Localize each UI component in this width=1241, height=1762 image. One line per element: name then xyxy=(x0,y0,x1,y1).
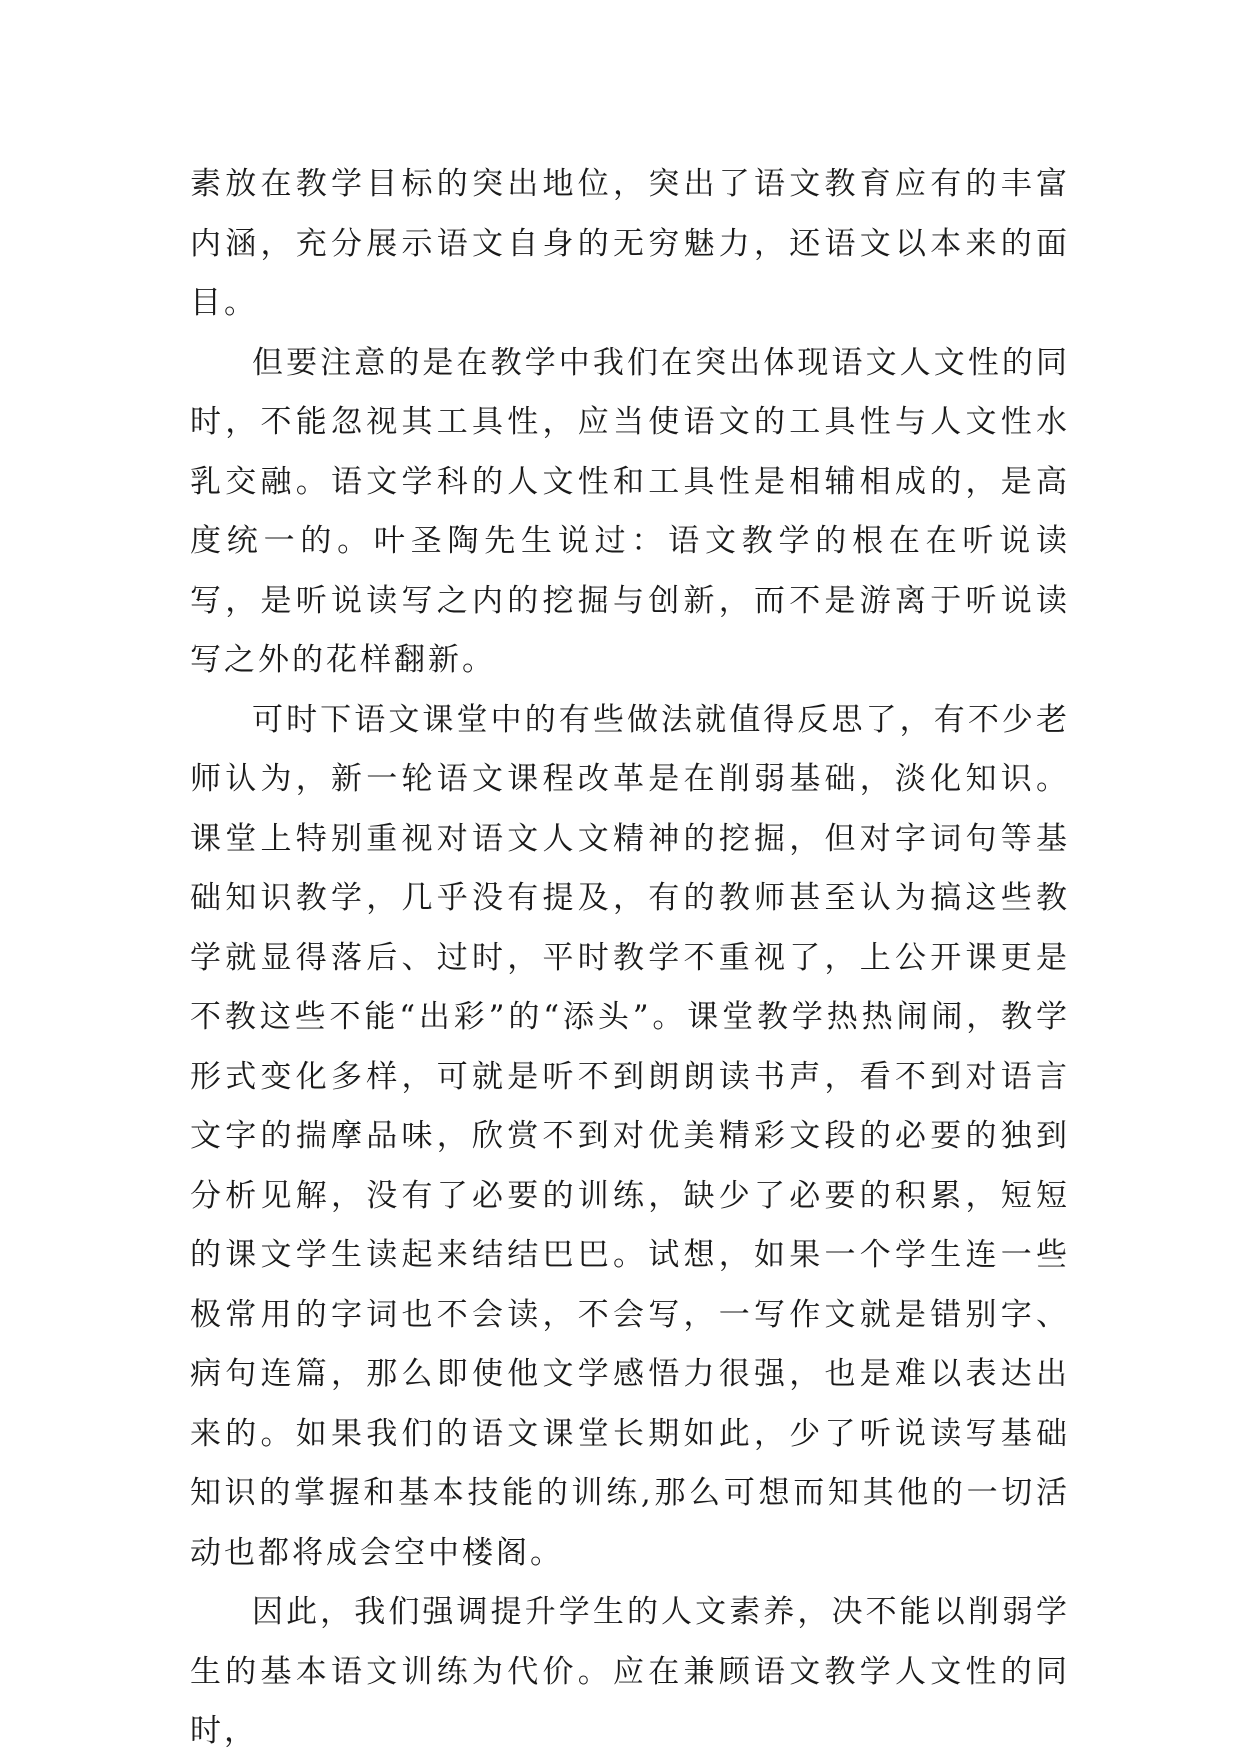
paragraph-2: 但要注意的是在教学中我们在突出体现语文人文性的同时，不能忽视其工具性，应当使语文的工具性与人文性水乳交融。语文学科的人文性和工具性是相辅相成的，是高度统一的。叶圣陶先生说过：语文教学的根在在听说读写，是听说读写之内的挖掘与创新，而不是游离于听说读写之外的花样翻新。 xyxy=(190,344,1070,678)
paragraph-3: 可时下语文课堂中的有些做法就值得反思了，有不少老师认为，新一轮语文课程改革是在削弱基础，淡化知识。课堂上特别重视对语文人文精神的挖掘，但对字词句等基础知识教学，几乎没有提及，有的教师甚至认为搞这些教学就显得落后、过时，平时教学不重视了，上公开课更是不教这些不能“出彩”的“添头”。课堂教学热热闹闹，教学形式变化多样，可就是听不到朗朗读书声，看不到对语言文字的揣摩品味，欣赏不到对优美精彩文段的必要的独到分析见解，没有了必要的训练，缺少了必要的积累，短短的课文学生读起来结结巴巴。试想，如果一个学生连一些极常用的字词也不会读，不会写，一写作文就是错别字、病句连篇，那么即使他文学感悟力很强，也是难以表达出来的。如果我们的语文课堂长期如此，少了听说读写基础知识的掌握和基本技能的训练,那么可想而知其他的一切活动也都将成会空中楼阁。 xyxy=(190,701,1070,1571)
body-text xyxy=(190,155,1070,1762)
paragraph-1: 素放在教学目标的突出地位，突出了语文教育应有的丰富内涵，充分展示语文自身的无穷魅力，还语文以本来的面目。 xyxy=(190,166,1070,321)
paragraph-4: 因此，我们强调提升学生的人文素养，决不能以削弱学生的基本语文训练为代价。应在兼顾语文教学人文性的同时， xyxy=(190,1594,1070,1749)
